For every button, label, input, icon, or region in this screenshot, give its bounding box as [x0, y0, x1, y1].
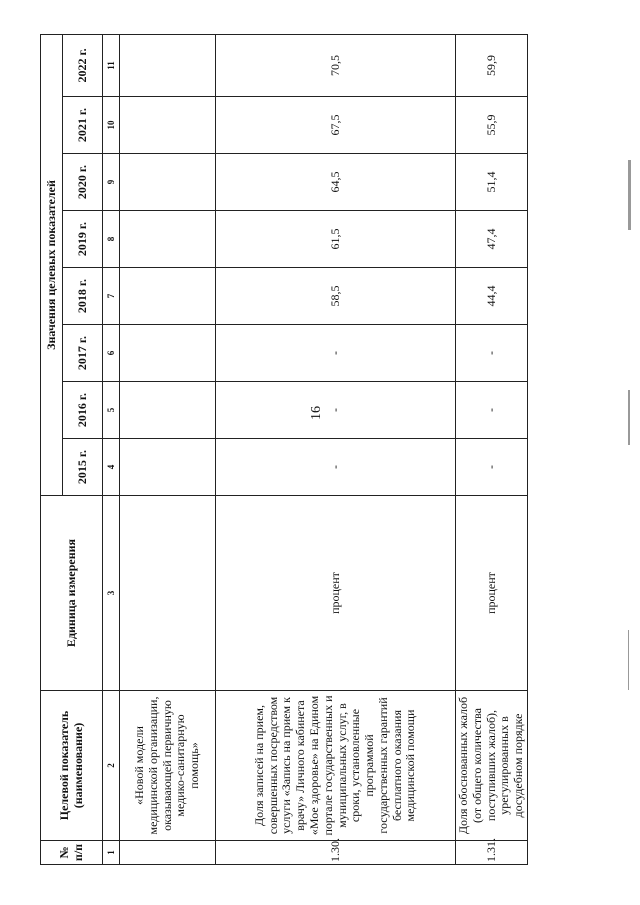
row-num: 1.30. — [216, 841, 456, 865]
header-year: 2019 г. — [63, 211, 103, 268]
page-number: 16 — [309, 406, 324, 420]
header-year: 2022 г. — [63, 34, 103, 96]
scan-artifact — [628, 390, 630, 445]
header-year: 2017 г. — [63, 325, 103, 382]
column-number: 11 — [103, 34, 120, 96]
row-value: 47,4 — [456, 211, 528, 268]
column-number: 5 — [103, 382, 120, 439]
row-value: 55,9 — [456, 97, 528, 154]
header-values-group: Значения целевых показателей — [41, 34, 63, 495]
row-value — [120, 154, 216, 211]
row-value: 70,5 — [216, 34, 456, 96]
row-value: - — [216, 382, 456, 439]
rotated-table-wrapper — [40, 35, 526, 865]
row-num: 1.31. — [456, 841, 528, 865]
row-value — [120, 382, 216, 439]
row-value: 59,9 — [456, 34, 528, 96]
row-value: - — [456, 382, 528, 439]
row-value: - — [216, 325, 456, 382]
header-name: Целевой показатель (наименование) — [41, 691, 103, 841]
header-year: 2015 г. — [63, 439, 103, 496]
column-number: 10 — [103, 97, 120, 154]
row-value — [120, 97, 216, 154]
column-number: 9 — [103, 154, 120, 211]
row-name: Доля обоснованных жалоб (от общего количества поступивших жалоб), урегулированных в досудебном порядке — [456, 691, 528, 841]
row-value — [120, 439, 216, 496]
table-row — [120, 34, 216, 864]
row-value — [120, 211, 216, 268]
header-year: 2016 г. — [63, 382, 103, 439]
column-number: 4 — [103, 439, 120, 496]
row-value — [120, 268, 216, 325]
column-number: 2 — [103, 691, 120, 841]
row-unit: процент — [456, 496, 528, 691]
header-year: 2018 г. — [63, 268, 103, 325]
row-name: Доля записей на прием, совершенных посредством услуги «Запись на прием к врачу» Личного кабинета «Мое здоровье» на Едином портале государственных и муниципальных услуг, в сроки, установленные программой государственных гарантий бесплатного оказания медицинской помощи — [216, 691, 456, 841]
row-num — [120, 841, 216, 865]
table-row — [456, 34, 528, 864]
scan-artifact — [628, 160, 631, 230]
row-value: 58,5 — [216, 268, 456, 325]
row-value: - — [456, 439, 528, 496]
column-number: 1 — [103, 841, 120, 865]
table-row — [216, 34, 456, 864]
header-num: № п/п — [41, 841, 103, 865]
column-number: 8 — [103, 211, 120, 268]
scan-artifact — [628, 630, 629, 690]
header-unit: Единица измерения — [41, 496, 103, 691]
column-number: 3 — [103, 496, 120, 691]
row-value: 67,5 — [216, 97, 456, 154]
row-value: 44,4 — [456, 268, 528, 325]
row-unit — [120, 496, 216, 691]
header-year: 2020 г. — [63, 154, 103, 211]
header-year: 2021 г. — [63, 97, 103, 154]
column-number: 7 — [103, 268, 120, 325]
row-value: 64,5 — [216, 154, 456, 211]
row-unit: процент — [216, 496, 456, 691]
row-value: - — [216, 439, 456, 496]
row-name: «Новой модели медицинской организации, оказывающей первичную медико-санитарную помощь» — [120, 691, 216, 841]
row-value: 61,5 — [216, 211, 456, 268]
column-number: 6 — [103, 325, 120, 382]
row-value — [120, 34, 216, 96]
row-value: 51,4 — [456, 154, 528, 211]
row-value: - — [456, 325, 528, 382]
column-number-row — [103, 34, 120, 864]
indicators-table — [40, 34, 528, 865]
row-value — [120, 325, 216, 382]
